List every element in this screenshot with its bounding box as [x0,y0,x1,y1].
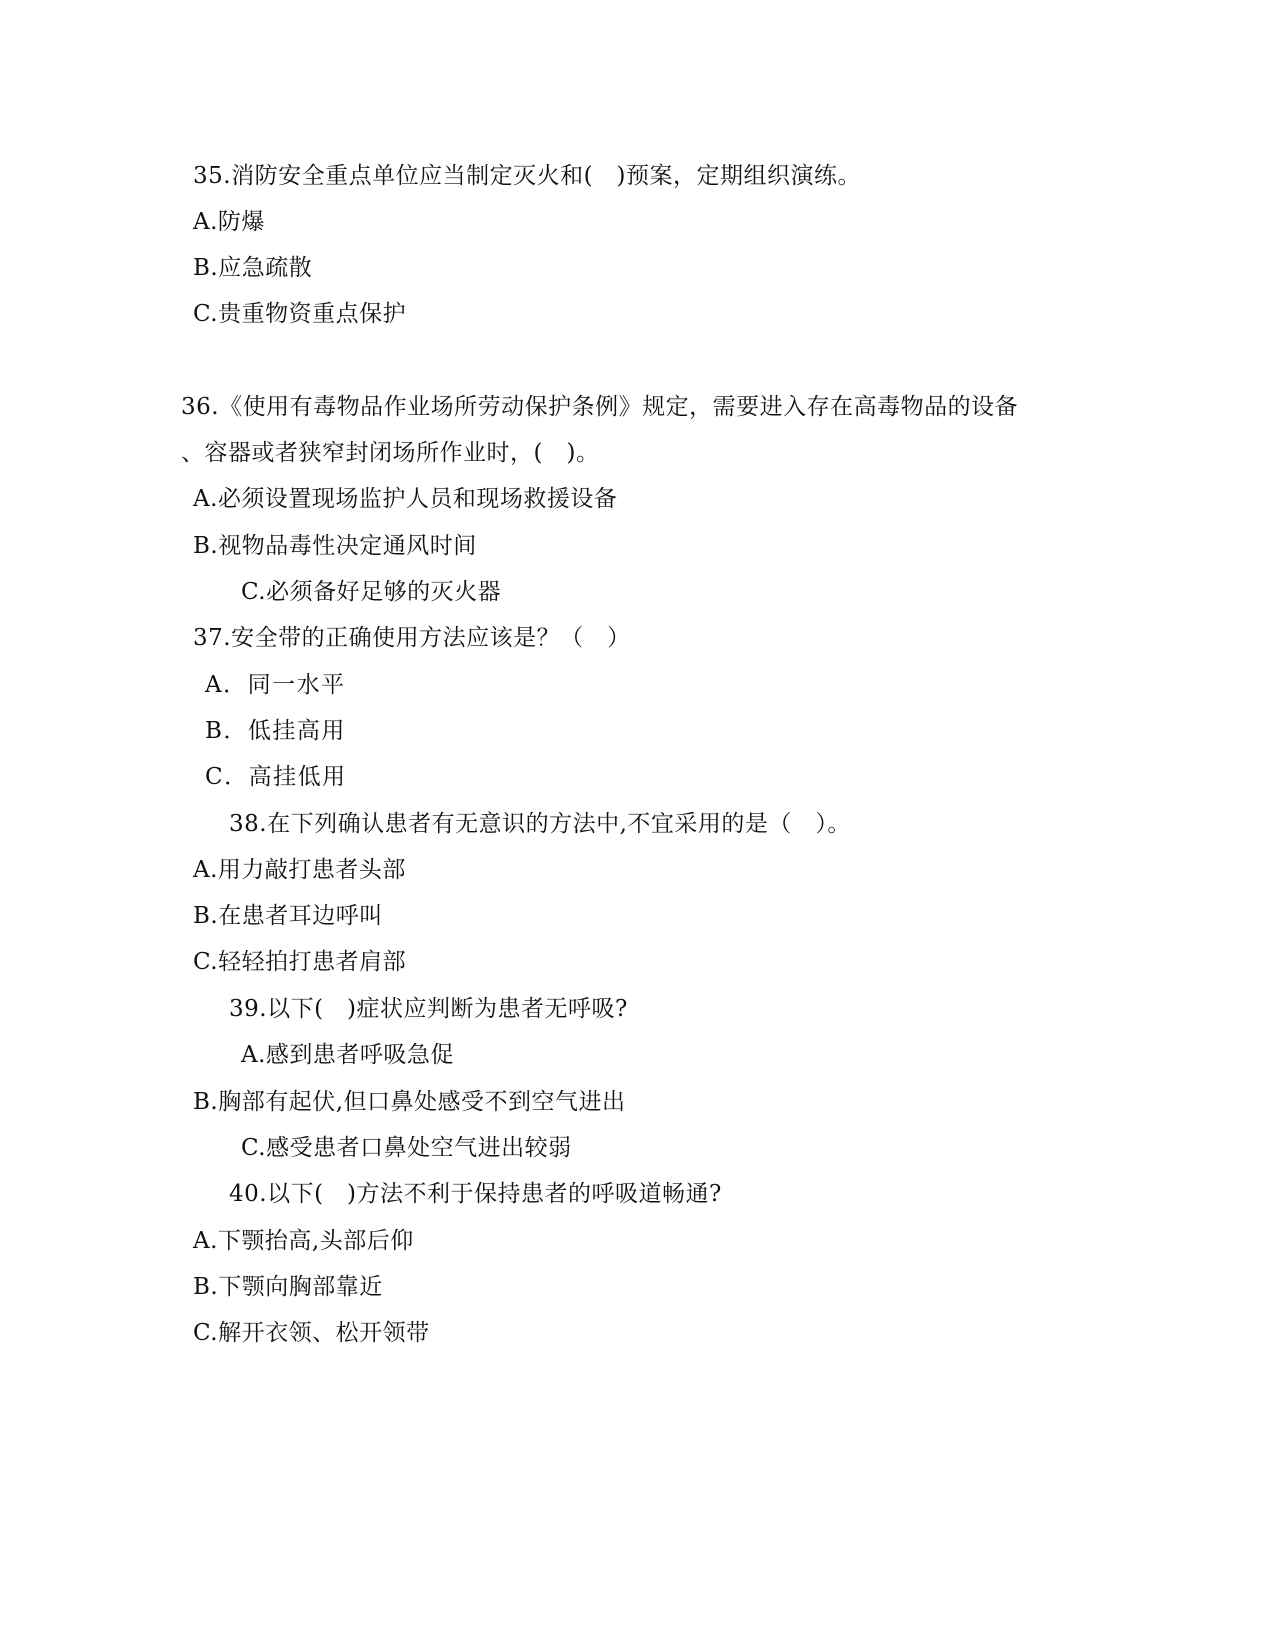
option-40-c: C.解开衣领、松开领带 [193,1320,430,1346]
option-37-c: C．高挂低用 [205,764,347,790]
question-36 [181,393,1018,421]
question-36-text-line2: 、容器或者狭窄封闭场所作业时，( )。 [181,440,600,466]
question-number: 35. [193,163,232,189]
option-40-a: A.下颚抬高,头部后仰 [193,1228,414,1254]
question-38 [229,810,851,838]
option-39-b: B.胸部有起伏,但口鼻处感受不到空气进出 [193,1089,626,1115]
question-text-line1: 《使用有毒物品作业场所劳动保护条例》规定，需要进入存在高毒物品的设备 [219,394,1019,420]
question-40 [229,1180,722,1208]
question-37 [193,624,631,652]
option-36-b: B.视物品毒性决定通风时间 [193,533,477,559]
question-text: 消防安全重点单位应当制定灭火和( )预案，定期组织演练。 [231,163,862,189]
question-39 [229,995,628,1023]
option-38-c: C.轻轻拍打患者肩部 [193,949,407,975]
option-35-b: B.应急疏散 [193,255,313,281]
question-number: 40. [229,1181,268,1207]
question-text: 安全带的正确使用方法应该是？（ ） [231,625,631,651]
option-37-a: A．同一水平 [205,672,346,698]
option-38-a: A.用力敲打患者头部 [193,857,406,883]
option-37-b: B．低挂高用 [205,718,346,744]
option-39-c: C.感受患者口鼻处空气进出较弱 [241,1135,572,1161]
question-text: 以下( )方法不利于保持患者的呼吸道畅通? [267,1181,722,1207]
question-number: 36. [181,394,220,420]
question-number: 37. [193,625,232,651]
option-36-a: A.必须设置现场监护人员和现场救援设备 [193,486,618,512]
option-39-a: A.感到患者呼吸急促 [241,1042,454,1068]
option-35-c: C.贵重物资重点保护 [193,301,407,327]
option-36-c: C.必须备好足够的灭火器 [241,579,502,605]
option-40-b: B.下颚向胸部靠近 [193,1274,383,1300]
question-number: 39. [229,996,268,1022]
question-number: 38. [229,811,268,837]
question-text: 在下列确认患者有无意识的方法中,不宜采用的是（ ）。 [267,811,851,837]
option-35-a: A.防爆 [193,209,265,235]
question-35 [193,162,861,190]
option-38-b: B.在患者耳边呼叫 [193,903,383,929]
question-text: 以下( )症状应判断为患者无呼吸? [267,996,628,1022]
